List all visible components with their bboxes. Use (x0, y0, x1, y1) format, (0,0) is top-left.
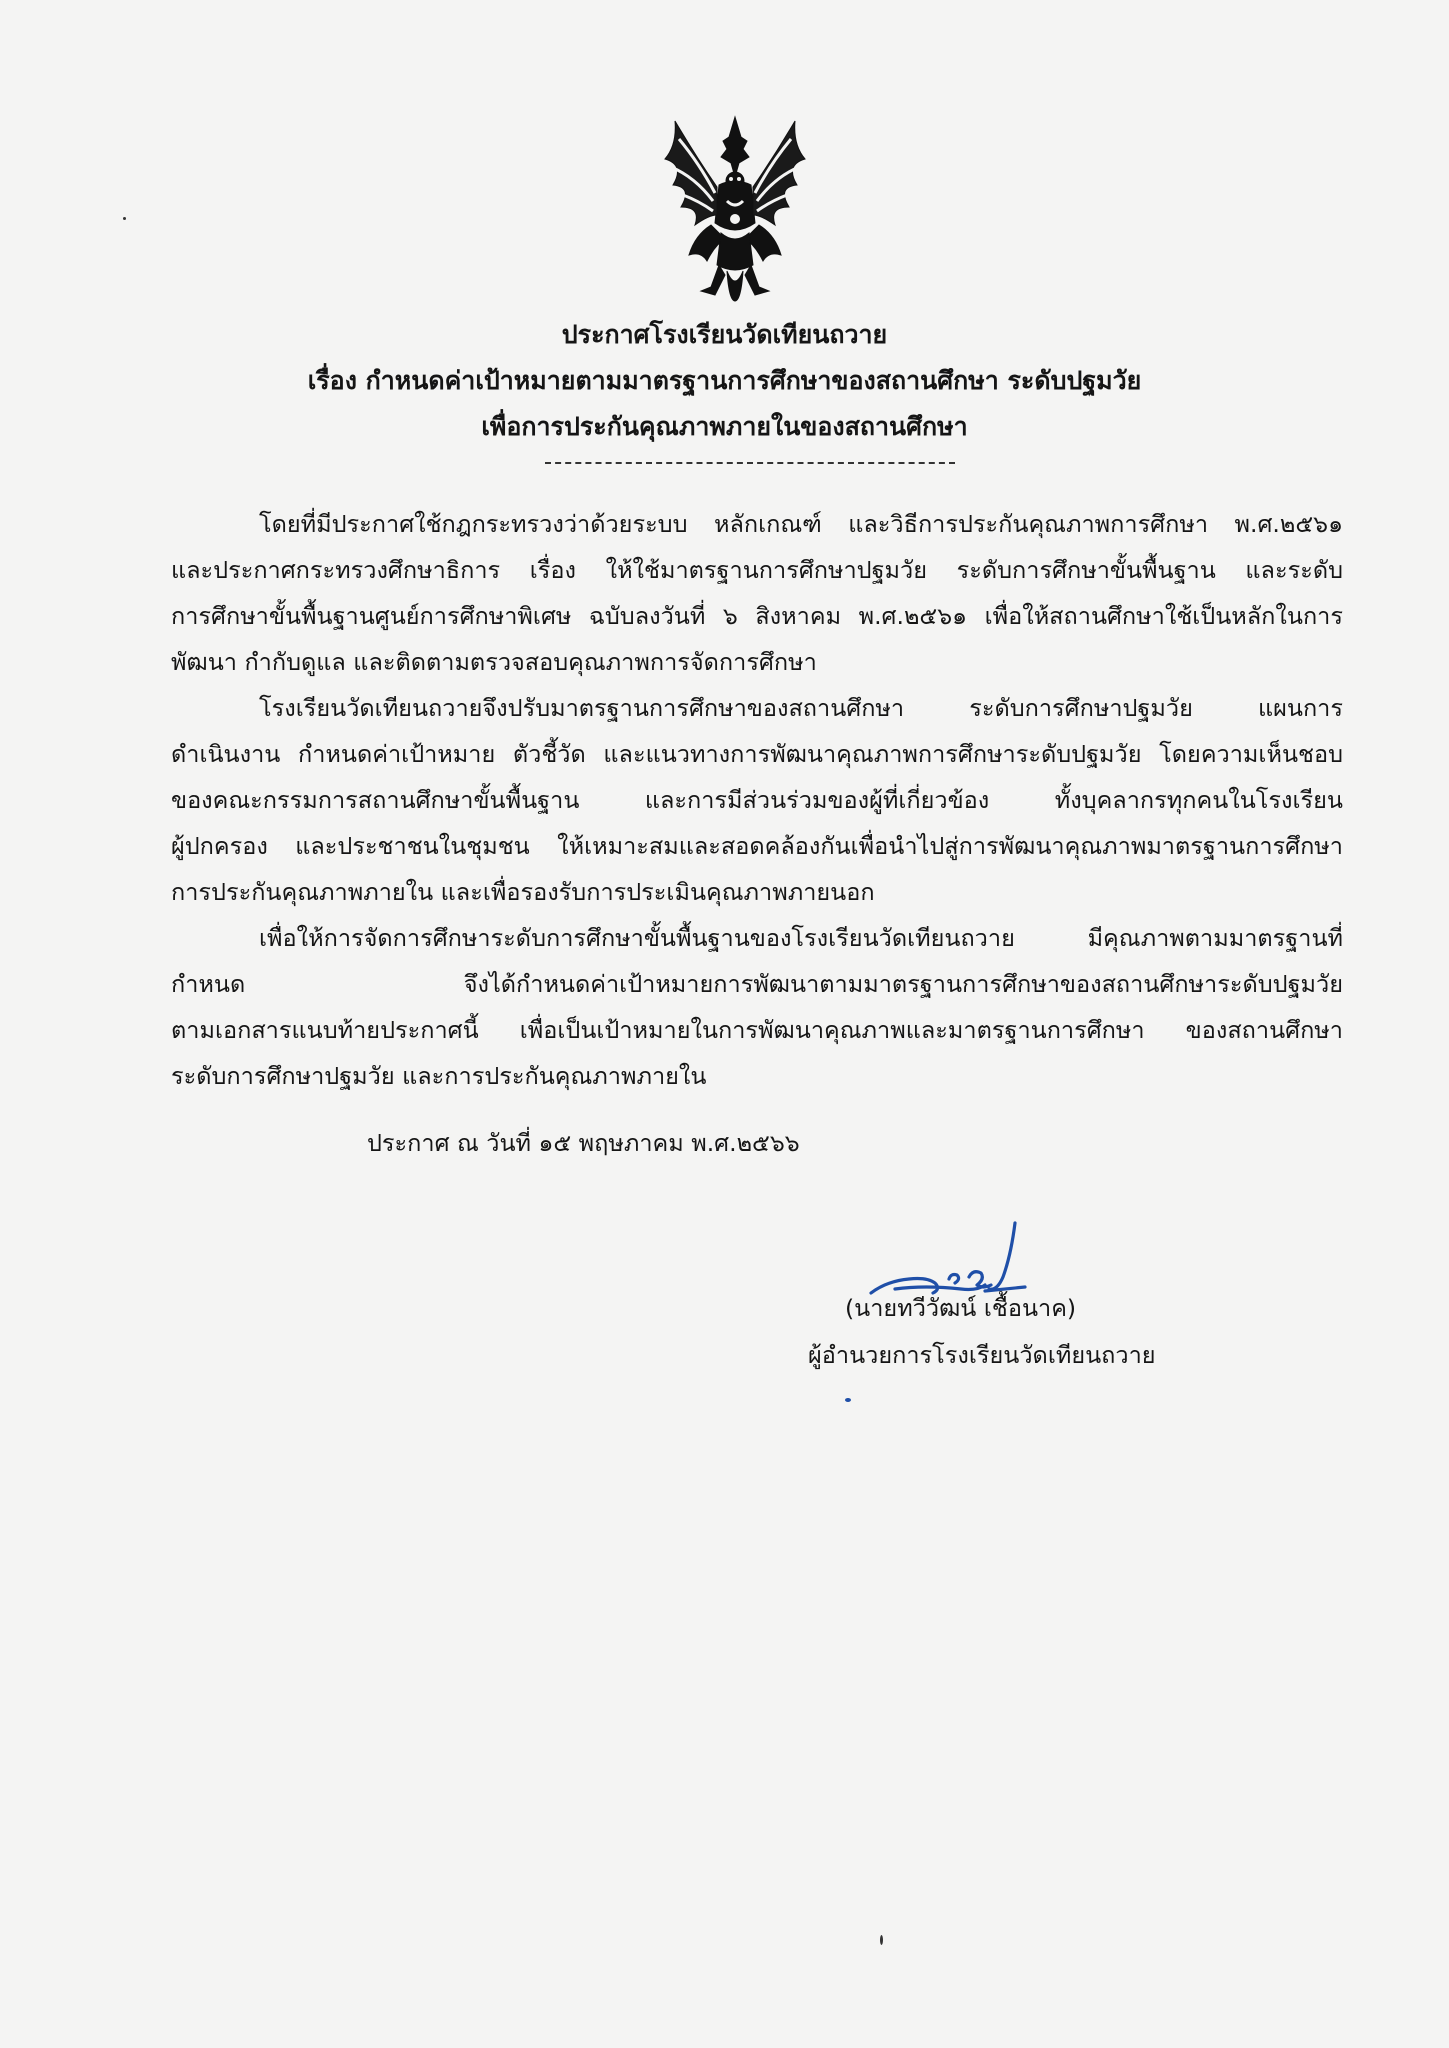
separator-rule (545, 462, 955, 464)
signatory-name: (นายทวีวัฒน์ เชื้อนาค) (845, 1294, 1077, 1322)
paragraph-2-line-5: การประกันคุณภาพภายใน และเพื่อรองรับการประเมินคุณภาพภายนอก (171, 878, 875, 906)
announcement-date: ประกาศ ณ วันที่ ๑๕ พฤษภาคม พ.ศ.๒๕๖๖ (367, 1129, 800, 1157)
garuda-emblem-icon (655, 115, 815, 303)
announcement-title: ประกาศโรงเรียนวัดเทียนถวาย (561, 320, 888, 349)
paragraph-3-line-4: ระดับการศึกษาปฐมวัย และการประกันคุณภาพภายใน (171, 1062, 707, 1090)
paragraph-1-line-1: โดยที่มีประกาศใช้กฎกระทรวงว่าด้วยระบบ หลักเกณฑ์ และวิธีการประกันคุณภาพการศึกษา พ.ศ.๒๕๖๑ (259, 510, 1343, 538)
ink-speck (845, 1398, 851, 1402)
paragraph-2-line-1: โรงเรียนวัดเทียนถวายจึงปรับมาตรฐานการศึกษาของสถานศึกษา ระดับการศึกษาปฐมวัย แผนการ (259, 694, 1343, 722)
announcement-subject: เรื่อง กำหนดค่าเป้าหมายตามมาตรฐานการศึกษาของสถานศึกษา ระดับปฐมวัย (307, 366, 1142, 395)
paragraph-3-line-2: กำหนด จึงได้กำหนดค่าเป้าหมายการพัฒนาตามมาตรฐานการศึกษาของสถานศึกษาระดับปฐมวัย (171, 970, 1343, 998)
announcement-purpose: เพื่อการประกันคุณภาพภายในของสถานศึกษา (481, 412, 968, 441)
paragraph-1-line-4: พัฒนา กำกับดูแล และติดตามตรวจสอบคุณภาพการจัดการศึกษา (171, 648, 817, 676)
paragraph-2-line-2: ดำเนินงาน กำหนดค่าเป้าหมาย ตัวชี้วัด และแนวทางการพัฒนาคุณภาพการศึกษาระดับปฐมวัย โดยความเห็นชอบ (171, 740, 1343, 768)
paragraph-3-line-3: ตามเอกสารแนบท้ายประกาศนี้ เพื่อเป็นเป้าหมายในการพัฒนาคุณภาพและมาตรฐานการศึกษา ของสถานศึกษา (171, 1016, 1343, 1044)
signatory-title: ผู้อำนวยการโรงเรียนวัดเทียนถวาย (808, 1341, 1156, 1369)
paragraph-3-line-1: เพื่อให้การจัดการศึกษาระดับการศึกษาขั้นพื้นฐานของโรงเรียนวัดเทียนถวาย มีคุณภาพตามมาตรฐานที่ (259, 924, 1343, 952)
paragraph-2-line-3: ของคณะกรรมการสถานศึกษาขั้นพื้นฐาน และการมีส่วนร่วมของผู้ที่เกี่ยวข้อง ทั้งบุคลากรทุกคนในโรงเรียน (171, 786, 1343, 814)
paragraph-1-line-2: และประกาศกระทรวงศึกษาธิการ เรื่อง ให้ใช้มาตรฐานการศึกษาปฐมวัย ระดับการศึกษาขั้นพื้นฐาน และระดับ (171, 556, 1343, 584)
ink-speck (880, 1935, 883, 1945)
paragraph-2-line-4: ผู้ปกครอง และประชาชนในชุมชน ให้เหมาะสมและสอดคล้องกันเพื่อนำไปสู่การพัฒนาคุณภาพมาตรฐานการศึกษา (171, 832, 1343, 860)
ink-speck (123, 217, 126, 220)
paragraph-1-line-3: การศึกษาขั้นพื้นฐานศูนย์การศึกษาพิเศษ ฉบับลงวันที่ ๖ สิงหาคม พ.ศ.๒๕๖๑ เพื่อให้สถานศึกษาใช้เป็นหลักในการ (171, 602, 1343, 630)
